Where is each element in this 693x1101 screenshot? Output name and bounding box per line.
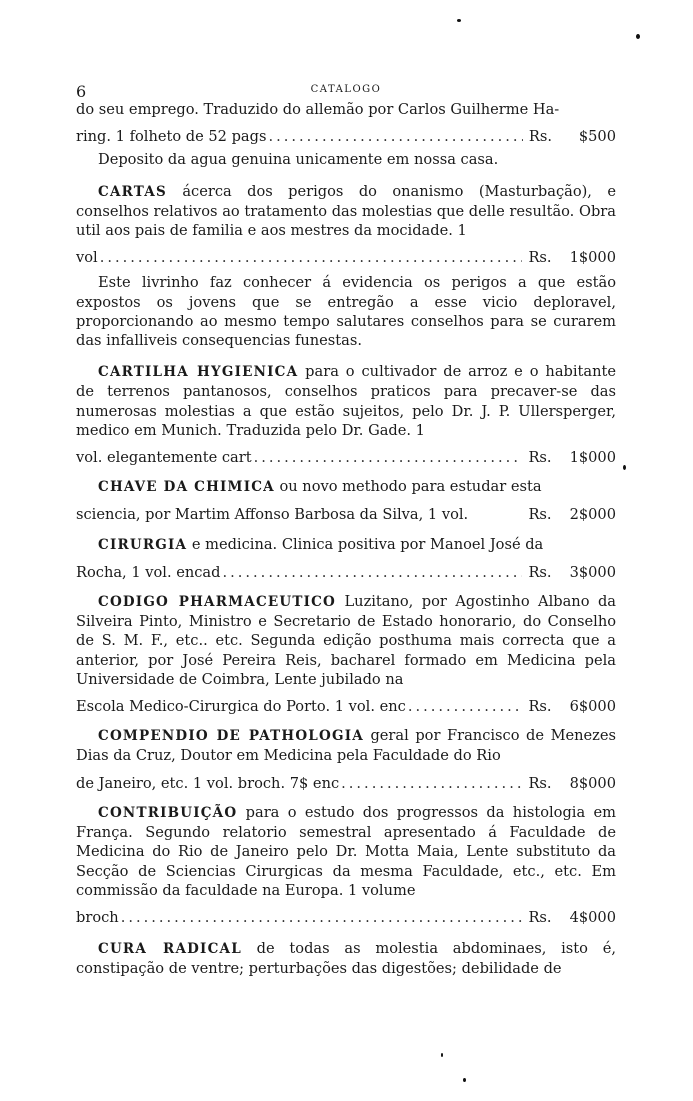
entry-body: para o estudo dos progressos da histologia em França. Segundo relatorio semestral apresentado á Faculdade de Medicina do Rio de Janeiro pelo Dr. Motta Maia, Lente substituto da Secção de Sciencias Cirurgicas da mesma Faculdade, etc., etc. Em commissão da faculdade na Europa. 1 volume — [76, 803, 616, 899]
price-line — [76, 127, 616, 146]
price-lead: sciencia, por Martim Affonso Barbosa da Silva, 1 vol. — [76, 506, 469, 524]
entry-text — [76, 939, 616, 978]
catalog-entry-continuation — [76, 100, 616, 170]
entry-title: COMPENDIO DE PATHOLOGIA — [98, 728, 364, 745]
entry-text — [76, 182, 616, 241]
entry-title: CIRURGIA — [98, 536, 188, 553]
entry-text — [76, 592, 616, 689]
currency-label: Rs. — [528, 249, 552, 267]
dot-leader — [121, 908, 523, 927]
entry-text: do seu emprego. Traduzido do allemão por Carlos Guilherme Ha- — [76, 101, 560, 118]
running-title: CATALOGO — [310, 84, 382, 95]
price-line — [76, 908, 616, 927]
scan-speck — [457, 19, 461, 22]
price: 6$000 — [569, 698, 616, 716]
catalog-entry-cirurgia — [76, 535, 616, 582]
entry-body: Luzitano, por Agostinho Albano da Silveira Pinto, Ministro e Secretario de Estado honorario, do Conselho de S. M. F., etc.. etc. Segunda edição posthuma mais correcta que a anterior, por José Pereira Reis, bacharel formado em Medicina pela Universidade de Coimbra, Lente jubilado na — [76, 593, 616, 688]
catalog-entry-cura-radical — [76, 939, 616, 978]
entry-title: CURA RADICAL — [98, 941, 242, 958]
catalog-entry-codigo-pharmaceutico — [76, 592, 616, 716]
dot-leader — [254, 448, 523, 467]
currency-label: Rs. — [528, 563, 552, 581]
price-line — [76, 774, 616, 793]
entry-title: CODIGO PHARMACEUTICO — [98, 594, 337, 611]
dot-leader — [268, 127, 522, 146]
price: 3$000 — [569, 563, 616, 581]
price-lead: broch — [76, 908, 119, 926]
entry-body: e medicina. Clinica positiva por Manoel José da — [187, 535, 544, 553]
price-line — [76, 248, 616, 267]
entry-note: Este livrinho faz conhecer á evidencia os perigos a que estão expostos os jovens que se entregão a esse vicio deploravel, proporcionando ao mesmo tempo salutares conselhos para se curarem das infalliveis consequencias funestas. — [76, 274, 616, 350]
currency-label: Rs. — [528, 698, 552, 716]
currency-label: Rs. — [528, 506, 552, 524]
catalog-page — [76, 78, 616, 979]
price: 8$000 — [569, 774, 616, 792]
price-line — [76, 697, 616, 716]
page-number: 6 — [76, 82, 87, 101]
price-lead: ring. 1 folheto de 52 pags — [76, 128, 267, 146]
scan-speck — [441, 1053, 443, 1057]
entry-title: CARTILHA HYGIENICA — [98, 364, 299, 381]
currency-label: Rs. — [528, 449, 552, 467]
catalog-entry-compendio-de-pathologia — [76, 726, 616, 793]
price: $500 — [578, 128, 616, 146]
entry-note: Deposito da agua genuina unicamente em nossa casa. — [98, 151, 499, 169]
price-line — [76, 505, 616, 524]
dot-leader — [408, 697, 523, 716]
price: 1$000 — [569, 449, 616, 467]
entry-title: CARTAS — [98, 183, 167, 200]
entry-body: ou novo methodo para estudar esta — [274, 478, 542, 496]
catalog-entry-chave-da-chimica — [76, 477, 616, 524]
entry-title: CHAVE DA CHIMICA — [98, 479, 275, 496]
price: 1$000 — [569, 249, 616, 267]
dot-leader — [100, 248, 523, 267]
entry-body: geral por Francisco de Menezes Dias da Cruz, Doutor em Medicina pela Faculdade do Rio — [76, 727, 616, 765]
scan-speck — [636, 34, 640, 39]
entry-text — [76, 477, 616, 497]
catalog-entry-cartilha-hygienica — [76, 362, 616, 467]
entry-text — [76, 362, 616, 440]
price-lead: vol — [76, 249, 98, 267]
currency-label: Rs. — [528, 774, 552, 792]
currency-label: Rs. — [528, 128, 552, 146]
entry-text — [76, 803, 616, 900]
entry-body: para o cultivador de arroz e o habitante de terrenos pantanosos, conselhos praticos para precaver-se das numerosas molestias a que estão sujeitos, pelo Dr. J. P. Ullersperger, medico em Munich. Traduzida pelo Dr. Gade. 1 — [76, 363, 617, 439]
catalog-entry-contribuicao — [76, 803, 616, 927]
price-lead: Rocha, 1 vol. encad — [76, 563, 221, 581]
entry-title: CONTRIBUIÇÃO — [98, 804, 238, 821]
scan-speck — [623, 465, 626, 470]
price-line — [76, 563, 616, 582]
dot-leader — [222, 563, 522, 582]
price: 4$000 — [569, 908, 616, 926]
catalog-entry-cartas — [76, 182, 616, 351]
price-lead: Escola Medico-Cirurgica do Porto. 1 vol. enc — [76, 698, 406, 716]
scan-speck — [463, 1078, 466, 1082]
entry-text — [76, 535, 616, 555]
price: 2$000 — [569, 506, 616, 524]
running-head — [76, 78, 616, 100]
price-lead: vol. elegantemente cart — [76, 449, 252, 467]
dot-leader — [341, 774, 522, 793]
price-lead: de Janeiro, etc. 1 vol. broch. 7$ enc — [76, 774, 340, 792]
entry-text — [76, 726, 616, 765]
entry-body: ácerca dos perigos do onanismo (Masturbação), e conselhos relativos ao tratamento das molestias que delle resultão. Obra util aos pais de familia e aos mestres da mocidade. 1 — [76, 182, 616, 240]
price-line — [76, 448, 616, 467]
currency-label: Rs. — [528, 908, 552, 926]
entry-body: de todas as molestia abdominaes, isto é, constipação de ventre; perturbações das digestões; debilidade de — [76, 940, 616, 978]
